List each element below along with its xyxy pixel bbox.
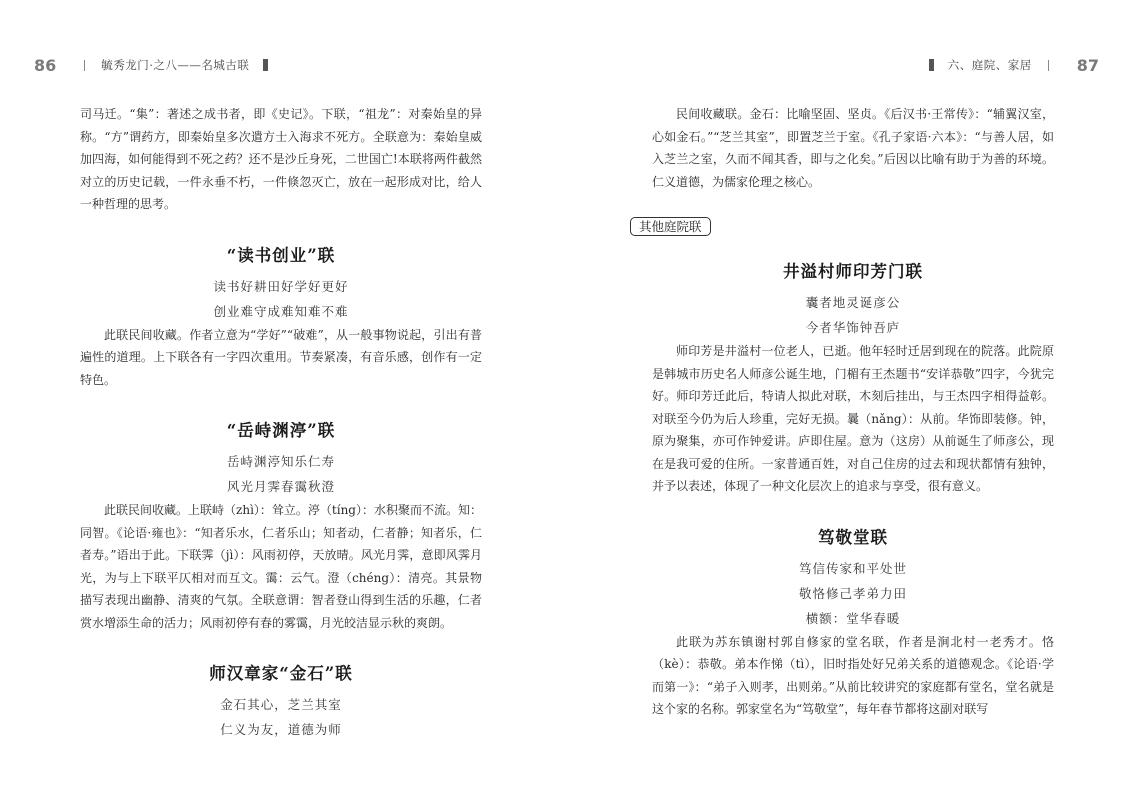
couplet-line: 敬恪修己孝弟力田 <box>798 585 907 601</box>
couplet-line: 金石其心，芝兰其室 <box>220 697 342 712</box>
section-paragraph: 此联为苏东镇谢村郭自修家的堂名联，作者是涧北村一老秀才。恪（kè）：恭敬。弟本作悌（tì），旧时指处好兄弟关系的道德观念。《论语·学而第一》：“弟子入则孝，出则弟。”从前比较讲究的家庭都有堂名，堂名就是这个家的名称。郭家堂名为“笃敬堂”，每年春节都将这副对联写 <box>652 634 1054 716</box>
section-title: 井溢村师印芳门联 <box>783 262 923 281</box>
header-bar-mark <box>263 59 268 71</box>
couplet-line: 囊者地灵诞彦公 <box>805 295 901 310</box>
couplet-line: 读书好耕田好学好更好 <box>213 278 349 294</box>
left-page-header <box>34 54 268 76</box>
section-title: “岳峙渊渟”联 <box>226 421 336 440</box>
header-bar-mark <box>929 59 934 71</box>
section-title: “读书创业”联 <box>226 245 336 265</box>
couplet-line: 今者华饰钟吾庐 <box>805 320 901 335</box>
category-tag: 其他庭院联 <box>630 217 711 236</box>
running-title: 毓秀龙门·之八——名城古联 <box>101 58 250 72</box>
left-page-body <box>80 103 482 742</box>
section-paragraph: 此联民间收藏。作者立意为“学好”“破难”，从一般事物说起，引出有普遍性的道理。上下联各有一字四次重用。节奏紧凑，有音乐感，创作有一定特色。 <box>80 327 482 387</box>
intro-paragraph: 司马迁。“集”：著述之成书者，即《史记》。下联，“祖龙”：对秦始皇的异称。“方”谓药方，即秦始皇多次遣方士入海求不死方。全联意为：秦始皇威加四海，如何能得到不死之药？还不是沙丘身死，二世国亡!本联将两件截然对立的历史记载，一件永垂不朽，一件倏忽灭亡，放在一起形成对比，给人一种哲理的思考。 <box>80 107 482 211</box>
page-number: 86 <box>34 55 57 75</box>
couplet-line: 创业难守成难知难不难 <box>213 303 349 319</box>
header-divider <box>84 60 85 71</box>
section-title: 师汉章家“金石”联 <box>209 664 353 683</box>
left-page <box>0 0 566 799</box>
right-page-header <box>929 54 1099 76</box>
couplet-line: 岳峙渊渟知乐仁寿 <box>226 454 335 469</box>
couplet-line: 风光月霁春霭秋澄 <box>226 479 335 494</box>
couplet-line: 笃信传家和平处世 <box>798 560 907 576</box>
right-page-body <box>639 103 1054 721</box>
page-number: 87 <box>1076 55 1099 75</box>
intro-paragraph: 民间收藏联。金石：比喻坚固、坚贞。《后汉书·王常传》：“辅翼汉室，心如金石。”“芝兰其室”，即置芝兰于室。《孔子家语·六本》：“与善人居，如入芝兰之室，久而不闻其香，即与之化矣。”后因以比喻有助于为善的环境。仁义道德，为儒家伦理之核心。 <box>652 107 1054 189</box>
section-paragraph: 师印芳是井溢村一位老人，已逝。他年轻时迁居到现在的院落。此院原是韩城市历史名人师彦公诞生地，门楣有王杰题书“安详恭敬”四字，今犹完好。师印芳迁此后，特请人拟此对联，木刻后挂出，与王杰四字相得益彰。对联至今仍为后人珍重，完好无损。曩（nǎng）：从前。华饰即装修。钟，原为聚集，亦可作钟爱讲。庐即住屋。意为（这房）从前诞生了师彦公，现在是我可爱的住所。一家普通百姓，对自己住房的过去和现状都情有独钟，并予以表述，体现了一种文化层次上的追求与享受，很有意义。 <box>652 344 1054 493</box>
section-paragraph: 此联民间收藏。上联峙（zhì）：耸立。渟（tíng）：水积聚而不流。知：同智。《论语·雍也》：“知者乐水，仁者乐山；知者动，仁者静；知者乐，仁者寿。”语出于此。下联霁（jì）：风雨初停，天放晴。风光月霁，意即风霁月光，为与上下联平仄相对而互文。霭：云气。澄（chéng）：清亮。其景物描写表现出幽静、清爽的气氛。全联意谓：智者登山得到生活的乐趣，仁者赏水增添生命的活力；风雨初停有春的雾霭，月光皎洁显示秋的爽朗。 <box>80 503 482 630</box>
section-title: 笃敬堂联 <box>818 527 888 547</box>
right-page <box>566 0 1133 799</box>
couplet-line: 横额：堂华春暖 <box>805 610 901 626</box>
running-title: 六、庭院、家居 <box>947 58 1032 72</box>
header-divider <box>1048 60 1049 71</box>
couplet-line: 仁义为友，道德为师 <box>220 722 342 737</box>
